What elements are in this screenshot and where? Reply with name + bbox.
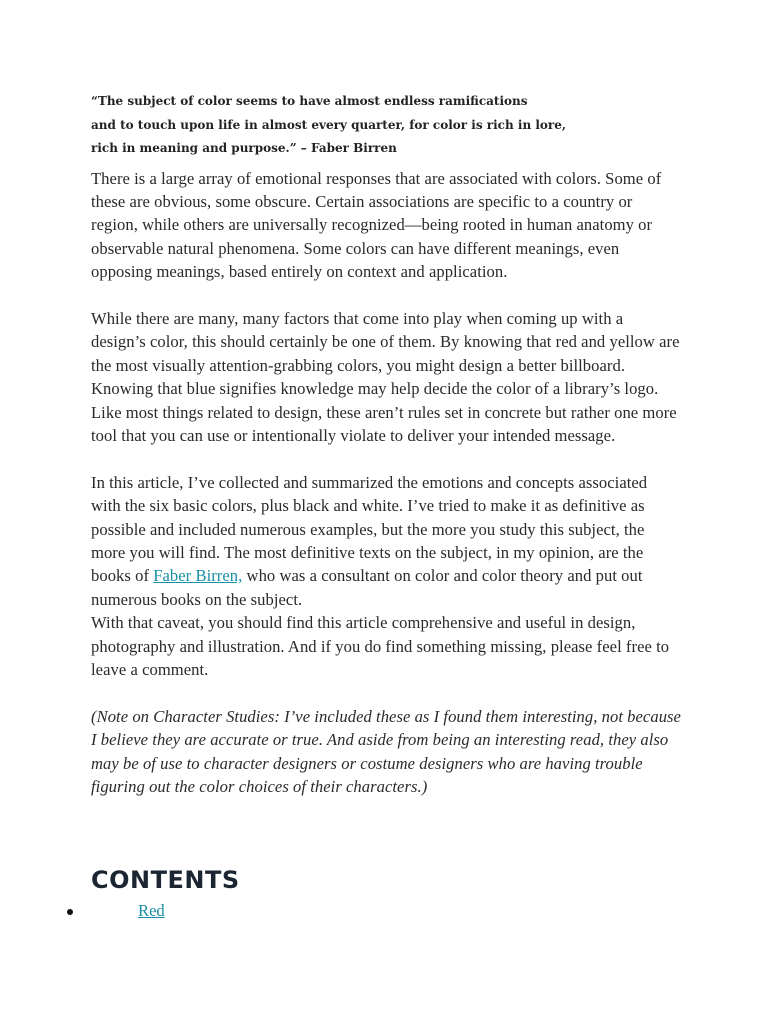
bullet-icon [67, 909, 73, 915]
article-body [91, 90, 681, 798]
table-of-contents [64, 899, 165, 923]
paragraph-caveat: With that caveat, you should find this article comprehensive and useful in design, photography and illustration. And if you do find something missing, please feel free to leave a comment. [91, 613, 670, 679]
epigraph-line-2: and to touch upon life in almost every quarter, for color is rich in lore, [91, 117, 567, 132]
epigraph-line-3: rich in meaning and purpose.” – Faber Birren [91, 141, 397, 155]
paragraph-article-scope [91, 471, 681, 611]
toc-link-red[interactable]: Red [138, 901, 165, 920]
epigraph-line-1: “The subject of color seems to have almost endless ramifications [91, 94, 528, 108]
paragraph-article-scope-text: In this article, I’ve collected and summarized the emotions and concepts associated with the six basic colors, plus black and white. I’ve tried to make it as definitive as possible and included numerous examples, but the more you study this subject, the more you will find. The most definitive texts on the subject, in my opinion, are the books of [91, 472, 648, 586]
character-studies-note: (Note on Character Studies: I’ve included these as I found them interesting, not because I believe they are accurate or true. And aside from being an interesting read, they also may be of use to character designers or costume designers who are having trouble figuring out the color choices of their characters.) [91, 706, 681, 797]
paragraph-article-scope-text-end: who was a consultant on color and color theory and put out numerous books on the subject. [91, 566, 643, 609]
toc-item-red [64, 899, 165, 923]
paragraph-gap [91, 447, 681, 470]
paragraph-design-factors: While there are many, many factors that come into play when coming up with a design’s color, this should certainly be one of them. By knowing that red and yellow are the most visually attention-grabbing colors, you might design a better billboard. Knowing that blue signifies knowledge may help decide the color of a library’s logo. Like most things related to design, these aren’t rules set in concrete but rather one more tool that you can use or intentionally violate to deliver your intended message. [91, 308, 680, 445]
contents-heading: CONTENTS [91, 866, 240, 894]
paragraph-gap [91, 681, 681, 704]
faber-birren-link[interactable]: Faber Birren, [153, 566, 243, 586]
paragraph-intro: There is a large array of emotional responses that are associated with colors. Some of these are obvious, some obscure. Certain associations are specific to a country or region, while others are universally recognized—being rooted in human anatomy or observable natural phenomena. Some colors can have different meanings, even opposing meanings, based entirely on context and application. [91, 168, 662, 282]
epigraph-quote [91, 90, 681, 161]
paragraph-gap [91, 284, 681, 307]
